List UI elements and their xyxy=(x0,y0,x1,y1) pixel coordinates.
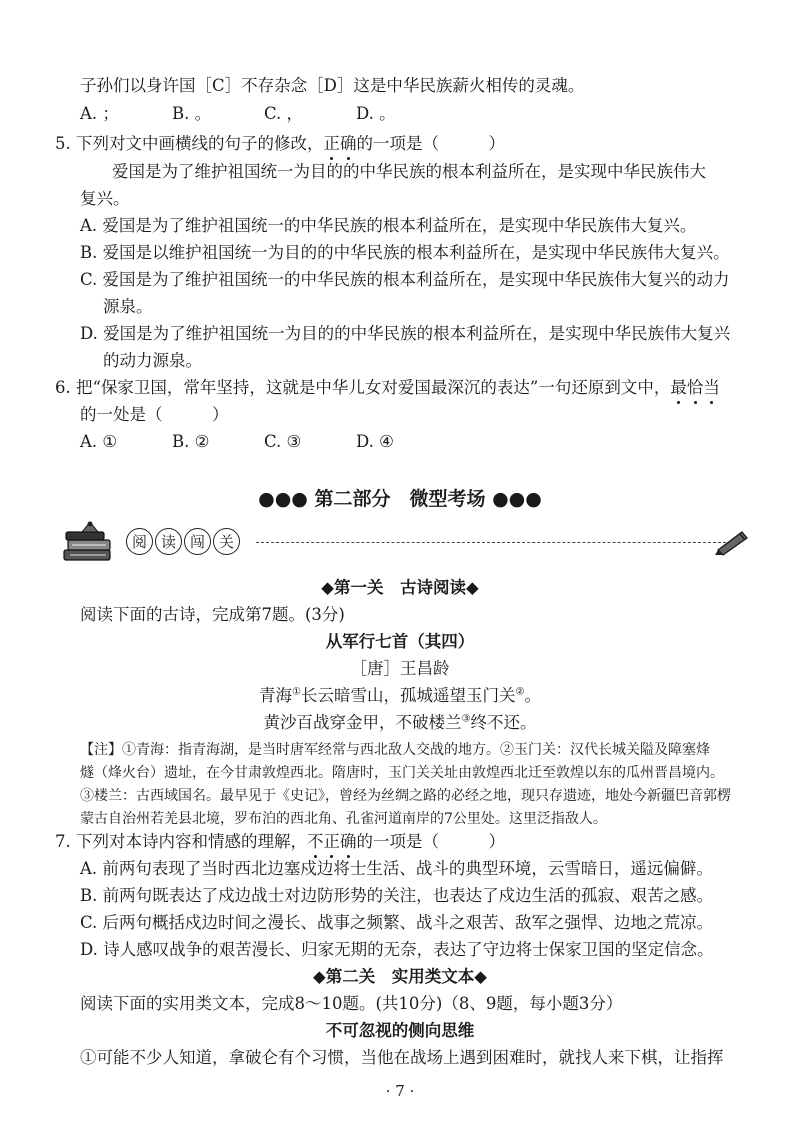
q6-option-a: A. ① xyxy=(80,432,118,451)
q5-option-c-line1: C. 爱国是为了维护祖国统一的中华民族的根本利益所在，是实现中华民族伟大复兴的动力 xyxy=(80,270,730,289)
level1-instruction: 阅读下面的古诗，完成第7题。(3分) xyxy=(80,605,345,624)
q7-stem xyxy=(55,832,505,852)
emphasis-char: 当 xyxy=(703,378,720,397)
footnote-marker-2: ② xyxy=(515,686,525,698)
q4-tail-text: 子孙们以身许国［C］不存杂念［D］这是中华民族薪火相传的灵魂。 xyxy=(80,76,585,95)
emphasis-char: 不 xyxy=(307,832,324,851)
q6-stem-line2: 的一处是（ ） xyxy=(80,405,229,424)
q4-options xyxy=(80,104,396,124)
emphasis-char: 正 xyxy=(323,832,340,851)
poem-title: 从军行七首（其四） xyxy=(325,632,475,651)
q5-stem-prefix: 5. 下列对文中画横线的句子的修改， xyxy=(55,134,324,153)
q5-sentence-line1: 爱国是为了维护祖国统一为目的的中华民族的根本利益所在，是实现中华民族伟大 xyxy=(112,162,706,181)
badge-char-3: 闯 xyxy=(184,528,211,555)
note-line-4: 蒙古自治州若羌县北境，罗布泊的西北角、孔雀河道南岸的7公里处。这里泛指敌人。 xyxy=(80,811,607,827)
q5-stem xyxy=(55,134,505,154)
q5-option-d-line1: D. 爱国是为了维护祖国统一为目的的中华民族的根本利益所在，是实现中华民族伟大复兴 xyxy=(80,324,731,343)
q6-option-d: D. ④ xyxy=(356,432,394,451)
books-icon xyxy=(60,520,120,566)
q6-options xyxy=(80,432,394,452)
q7-option-b: B. 前两句既表达了戍边战士对边防形势的关注，也表达了戍边生活的孤寂、艰苦之感。 xyxy=(80,886,714,905)
q4-option-b: B. 。 xyxy=(172,104,212,123)
q7-stem-prefix: 7. 下列对本诗内容和情感的理解， xyxy=(55,832,307,851)
emphasis-char: 正 xyxy=(323,134,340,153)
banner-dashed-line xyxy=(256,542,726,543)
level2-instruction: 阅读下面的实用类文本，完成8～10题。(共10分)（8、9题，每小题3分） xyxy=(80,994,623,1013)
page-number: · 7 · xyxy=(385,1082,415,1100)
q6-stem xyxy=(55,378,720,398)
emphasis-char: 最 xyxy=(670,378,687,397)
poem-line-1: 青海①长云暗雪山，孤城遥望玉门关②。 xyxy=(259,686,541,705)
article-title: 不可忽视的侧向思维 xyxy=(325,1021,475,1040)
level2-title: ◆第二关 实用类文本◆ xyxy=(313,967,487,986)
poem-line-2: 黄沙百战穿金甲，不破楼兰③终不还。 xyxy=(263,713,537,732)
q7-stem-suffix: 的一项是（ ） xyxy=(356,832,505,851)
footnote-marker-1: ① xyxy=(292,686,301,698)
q4-option-c: C. ， xyxy=(264,104,304,123)
badge-char-1: 阅 xyxy=(126,528,153,555)
note-line-3: ③楼兰：古西域国名。最早见于《史记》，曾经为丝绸之路的必经之地，现只存遗迹，地处今新疆巴音郭楞 xyxy=(80,788,731,804)
part2-title: ●●● 第二部分 微型考场 ●●● xyxy=(258,488,542,510)
footnote-marker-3: ③ xyxy=(461,713,471,725)
level1-title: ◆第一关 古诗阅读◆ xyxy=(321,578,479,597)
q5-sentence-line2: 复兴。 xyxy=(80,189,130,208)
q5-option-c-line2: 源泉。 xyxy=(103,297,153,316)
q5-option-b: B. 爱国是以维护祖国统一为目的的中华民族的根本利益所在，是实现中华民族伟大复兴。 xyxy=(80,243,730,262)
note-line-2: 燧（烽火台）遗址，在今甘肃敦煌西北。隋唐时，玉门关关址由敦煌西北迁至敦煌以东的瓜州晋昌境内。 xyxy=(80,765,724,781)
q4-option-d: D. 。 xyxy=(356,104,396,123)
badge-char-4: 关 xyxy=(213,528,240,555)
q7-option-a: A. 前两句表现了当时西北边塞戍边将士生活、战斗的典型环境，云雪暗日，遥远偏僻。 xyxy=(80,859,713,878)
q5-option-a: A. 爱国是为了维护祖国统一的中华民族的根本利益所在，是实现中华民族伟大复兴。 xyxy=(80,216,697,235)
article-paragraph-1: ①可能不少人知道，拿破仑有个习惯，当他在战场上遇到困难时，就找人来下棋，让指挥 xyxy=(80,1048,724,1067)
q7-option-c: C. 后两句概括戍边时间之漫长、战事之频繁、战斗之艰苦、敌军之强悍、边地之荒凉。 xyxy=(80,913,714,932)
q4-option-a: A. ； xyxy=(80,104,119,123)
badge-char-2: 读 xyxy=(155,528,182,555)
emphasis-char: 恰 xyxy=(686,378,704,397)
q7-option-d: D. 诗人感叹战争的艰苦漫长、归家无期的无奈，表达了守边将士保家卫国的坚定信念。 xyxy=(80,940,714,959)
emphasis-char: 确 xyxy=(340,134,357,153)
poem-author: ［唐］王昌龄 xyxy=(350,659,450,678)
banner-badges xyxy=(126,528,240,555)
q6-stem-emphasis xyxy=(670,378,720,397)
q5-stem-suffix: 的一项是（ ） xyxy=(356,134,505,153)
reading-banner xyxy=(60,520,750,568)
q7-stem-emphasis xyxy=(307,832,357,851)
q6-stem-prefix: 6. 把“保家卫国，常年坚持，这就是中华儿女对爱国最深沉的表达”一句还原到文中， xyxy=(55,378,671,397)
emphasis-char: 确 xyxy=(340,832,357,851)
note-line-1: 【注】①青海：指青海湖，是当时唐军经常与西北敌人交战的地方。②玉门关：汉代长城关隘及障塞烽 xyxy=(80,742,710,758)
q6-option-b: B. ② xyxy=(172,432,210,451)
q6-option-c: C. ③ xyxy=(264,432,302,451)
pencil-icon xyxy=(714,526,750,556)
q5-stem-emphasis xyxy=(324,134,357,153)
q5-option-d-line2: 的动力源泉。 xyxy=(103,351,202,370)
